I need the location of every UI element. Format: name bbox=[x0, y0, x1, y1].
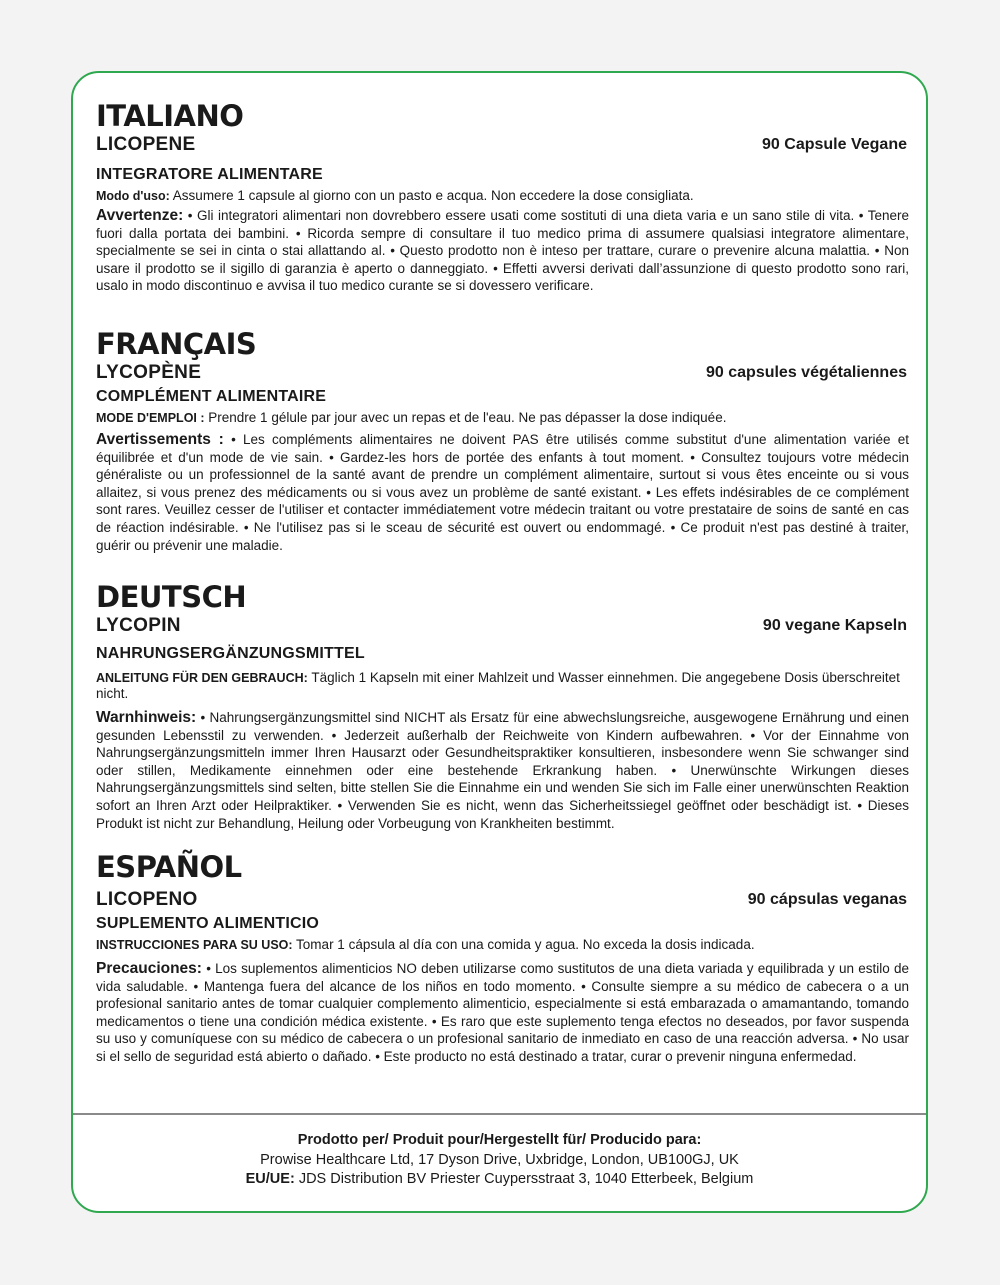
manufacturer-footer bbox=[73, 1131, 926, 1190]
usage-text: Assumere 1 capsule al giorno con un pasto e acqua. Non eccedere la dose consigliata. bbox=[169, 188, 694, 203]
section-italiano bbox=[96, 99, 909, 327]
warnings-text: • Los suplementos alimenticios NO deben utilizarse como sustitutos de una dieta variada y equilibrada y un estilo de vida saludable. • Mantenga fuera del alcance de los niños en todo momento. • Consulte siempre a su médico de cabecera o a un profesional sanitario antes de tomar cualquier complemento alimenticio, especialmente si está embarazada o amamantando, tomando medicamentos o tiene una condición médica existente. • Es raro que este suplemento tenga efectos no deseados, por favor suspenda su uso y comuníquese con su médico de cabecera o un profesional sanitario de inmediato en caso de una reacción adversa. • No usar si el sello de seguridad está abierto o dañado. • Este producto no está destinado a tratar, curar o prevenir ninguna enfermedad. bbox=[96, 961, 909, 1064]
usage-text: Prendre 1 gélule par jour avec un repas et de l'eau. Ne pas dépasser la dose indiquée. bbox=[204, 410, 727, 425]
warnings bbox=[96, 709, 909, 832]
product-category: COMPLÉMENT ALIMENTAIRE bbox=[96, 388, 327, 405]
usage-instructions bbox=[96, 187, 909, 205]
label-content bbox=[96, 99, 909, 1066]
warnings bbox=[96, 431, 909, 554]
product-row bbox=[96, 133, 909, 157]
language-heading: ESPAÑOL bbox=[96, 850, 242, 884]
product-row bbox=[96, 614, 909, 638]
warnings bbox=[96, 960, 909, 1066]
usage-text: Tomar 1 cápsula al día con una comida y agua. No exceda la dosis indicada. bbox=[292, 937, 755, 952]
made-for-heading: Prodotto per/ Produit pour/Hergestellt für/ Producido para: bbox=[297, 1132, 702, 1148]
warnings-label: Avvertenze: bbox=[96, 207, 184, 224]
usage-label: INSTRUCCIONES PARA SU USO: bbox=[96, 938, 293, 952]
usage-text: Täglich 1 Kapseln mit einer Mahlzeit und Wasser einnehmen. Die angegebene Dosis überschreitet nicht. bbox=[96, 670, 900, 701]
product-name: LYCOPIN bbox=[96, 615, 181, 636]
usage-instructions bbox=[96, 670, 909, 701]
usage-label: Modo d'uso: bbox=[96, 189, 170, 203]
language-heading: ITALIANO bbox=[96, 99, 244, 133]
section-deutsch bbox=[96, 580, 909, 850]
product-name: LICOPENO bbox=[96, 889, 198, 910]
warnings bbox=[96, 207, 909, 295]
eu-address: JDS Distribution BV Priester Cuypersstraat 3, 1040 Etterbeek, Belgium bbox=[294, 1171, 754, 1187]
language-heading: FRANÇAIS bbox=[96, 327, 257, 361]
warnings-label: Avertissements : bbox=[96, 431, 224, 448]
warnings-label: Warnhinweis: bbox=[96, 709, 197, 726]
product-category: NAHRUNGSERGÄNZUNGSMITTEL bbox=[96, 645, 365, 662]
product-category: SUPLEMENTO ALIMENTICIO bbox=[96, 915, 320, 932]
warnings-label: Precauciones: bbox=[96, 960, 202, 977]
warnings-text: • Nahrungsergänzungsmittel sind NICHT als Ersatz für eine abwechslungsreiche, ausgewogene Ernährung und einen gesunden Lebensstil zu verwenden. • Jederzeit außerhalb der Reichweite von Kindern aufbewahren. • Vor der Einnahme von Nahrungsergänzungsmitteln immer Ihren Hausarzt oder Gesundheitspraktiker konsultieren, insbesondere wenn Sie schwanger sind oder stillen, Medikamente einnehmen oder eine bestehende Erkrankung haben. • Unerwünschte Wirkungen dieses Nahrungsergänzungsmittels sind selten, bitte stellen Sie die Einnahme ein und wenden Sie sich im Falle einer unerwünschten Reaktion sofort an Ihren Arzt oder Heilpraktiker. • Verwenden Sie es nicht, wenn das Sicherheitssiegel geöffnet oder beschädigt ist. • Dieses Produkt ist nicht zur Behandlung, Heilung oder Vorbeugung von Krankheiten bestimmt. bbox=[96, 710, 909, 831]
label-card bbox=[71, 71, 928, 1213]
usage-label: ANLEITUNG FÜR DEN GEBRAUCH: bbox=[96, 671, 308, 685]
product-category: INTEGRATORE ALIMENTARE bbox=[96, 166, 323, 183]
usage-instructions bbox=[96, 936, 909, 954]
usage-label: MODE D'EMPLOI : bbox=[96, 411, 205, 425]
product-row bbox=[96, 888, 909, 912]
capsule-count: 90 vegane Kapseln bbox=[762, 617, 907, 634]
eu-label: EU/UE: bbox=[245, 1171, 295, 1187]
eu-address-line bbox=[73, 1170, 926, 1190]
product-name: LICOPENE bbox=[96, 134, 196, 155]
product-row bbox=[96, 361, 909, 385]
usage-instructions bbox=[96, 409, 909, 427]
capsule-count: 90 Capsule Vegane bbox=[762, 136, 907, 153]
section-francais bbox=[96, 327, 909, 580]
warnings-text: • Les compléments alimentaires ne doivent PAS être utilisés comme substitut d'une alimentation variée et équilibrée et d'un mode de vie sain. • Gardez-les hors de portée des enfants à tout moment. • Consultez toujours votre médecin généraliste ou un professionnel de la santé avant de prendre un complément alimentaire, surtout si vous êtes enceinte ou si vous allaitez, si vous prenez des médicaments ou si vous avez un problème de santé existant. • Les effets indésirables de ce complément sont rares. Veuillez cesser de l'utiliser et contacter immédiatement votre médecin traitant ou votre prestataire de soins de santé en cas de réaction indésirable. • Ne l'utilisez pas si le sceau de sécurité est ouvert ou endommagé. • Ce produit n'est pas destiné à traiter, guérir ou prévenir une maladie. bbox=[96, 432, 909, 553]
language-heading: DEUTSCH bbox=[96, 580, 247, 614]
capsule-count: 90 cápsulas veganas bbox=[747, 891, 907, 908]
capsule-count: 90 capsules végétaliennes bbox=[706, 364, 907, 381]
warnings-text: • Gli integratori alimentari non dovrebbero essere usati come sostituti di una dieta varia e un sano stile di vita. • Tenere fuori dalla portata dei bambini. • Ricorda sempre di consultare il tuo medico prima di assumere qualsiasi integratore alimentare, specialmente se sei in cinta o stai allattando al. • Questo prodotto non è inteso per trattare, curare o prevenire alcuna malattia. • Non usare il prodotto se il sigillo di garanzia è aperto o danneggiato. • Effetti avversi derivati dall’assunzione di questo prodotto sono rari, usalo in modo discontinuo e avvisa il tuo medico curante se si dovessero verificare. bbox=[96, 208, 909, 294]
footer-divider bbox=[73, 1113, 926, 1115]
section-espanol bbox=[96, 850, 909, 1066]
product-name: LYCOPÈNE bbox=[96, 362, 202, 383]
uk-address: Prowise Healthcare Ltd, 17 Dyson Drive, Uxbridge, London, UB100GJ, UK bbox=[260, 1151, 739, 1168]
